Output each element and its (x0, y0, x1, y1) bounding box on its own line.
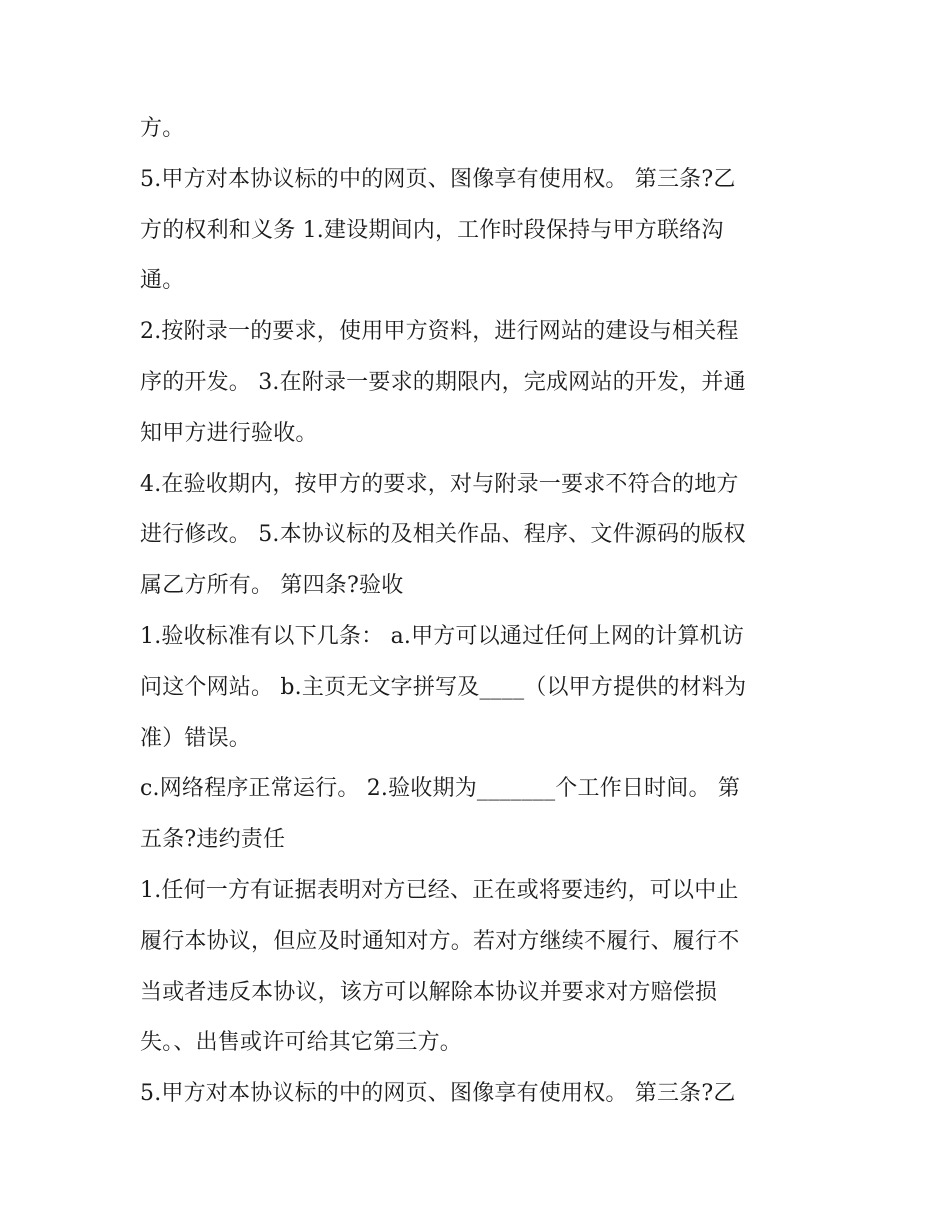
text-line: 5.甲方对本协议标的中的网页、图像享有使用权。 第三条?乙 (140, 166, 736, 192)
text-line: 准）错误。 (140, 725, 252, 751)
text-line: 知甲方进行验收。 (140, 420, 318, 446)
text-line: 问这个网站。 b.主页无文字拼写及____（以甲方提供的材料为 (140, 674, 747, 700)
text-line: 属乙方所有。 第四条?验收 (140, 573, 404, 599)
text-line: 通。 (140, 268, 185, 294)
text-line: 方的权利和义务 1.建设期间内，工作时段保持与甲方联络沟 (140, 217, 724, 243)
text-line: 1.验收标准有以下几条： a.甲方可以通过任何上网的计算机访 (140, 623, 745, 649)
text-line: 当或者违反本协议，该方可以解除本协议并要求对方赔偿损 (140, 979, 718, 1005)
text-line: 2.按附录一的要求，使用甲方资料，进行网站的建设与相关程 (140, 319, 739, 345)
text-line: 序的开发。 3.在附录一要求的期限内，完成网站的开发，并通 (140, 369, 746, 395)
text-line: 进行修改。 5.本协议标的及相关作品、程序、文件源码的版权 (140, 522, 746, 548)
text-line: 履行本协议，但应及时通知对方。若对方继续不履行、履行不 (140, 928, 740, 954)
text-line: 失。、出售或许可给其它第三方。 (140, 1030, 463, 1056)
text-line: 方。 (140, 116, 185, 141)
document-body (140, 104, 812, 1120)
text-line: 五条?违约责任 (140, 827, 286, 853)
text-line: 5.甲方对本协议标的中的网页、图像享有使用权。 第三条?乙 (140, 1081, 736, 1107)
text-line: 4.在验收期内，按甲方的要求，对与附录一要求不符合的地方 (140, 471, 739, 497)
text-line: c.网络程序正常运行。 2.验收期为_______个工作日时间。 第 (140, 776, 741, 802)
text-line: 1.任何一方有证据表明对方已经、正在或将要违约，可以中止 (140, 877, 739, 903)
